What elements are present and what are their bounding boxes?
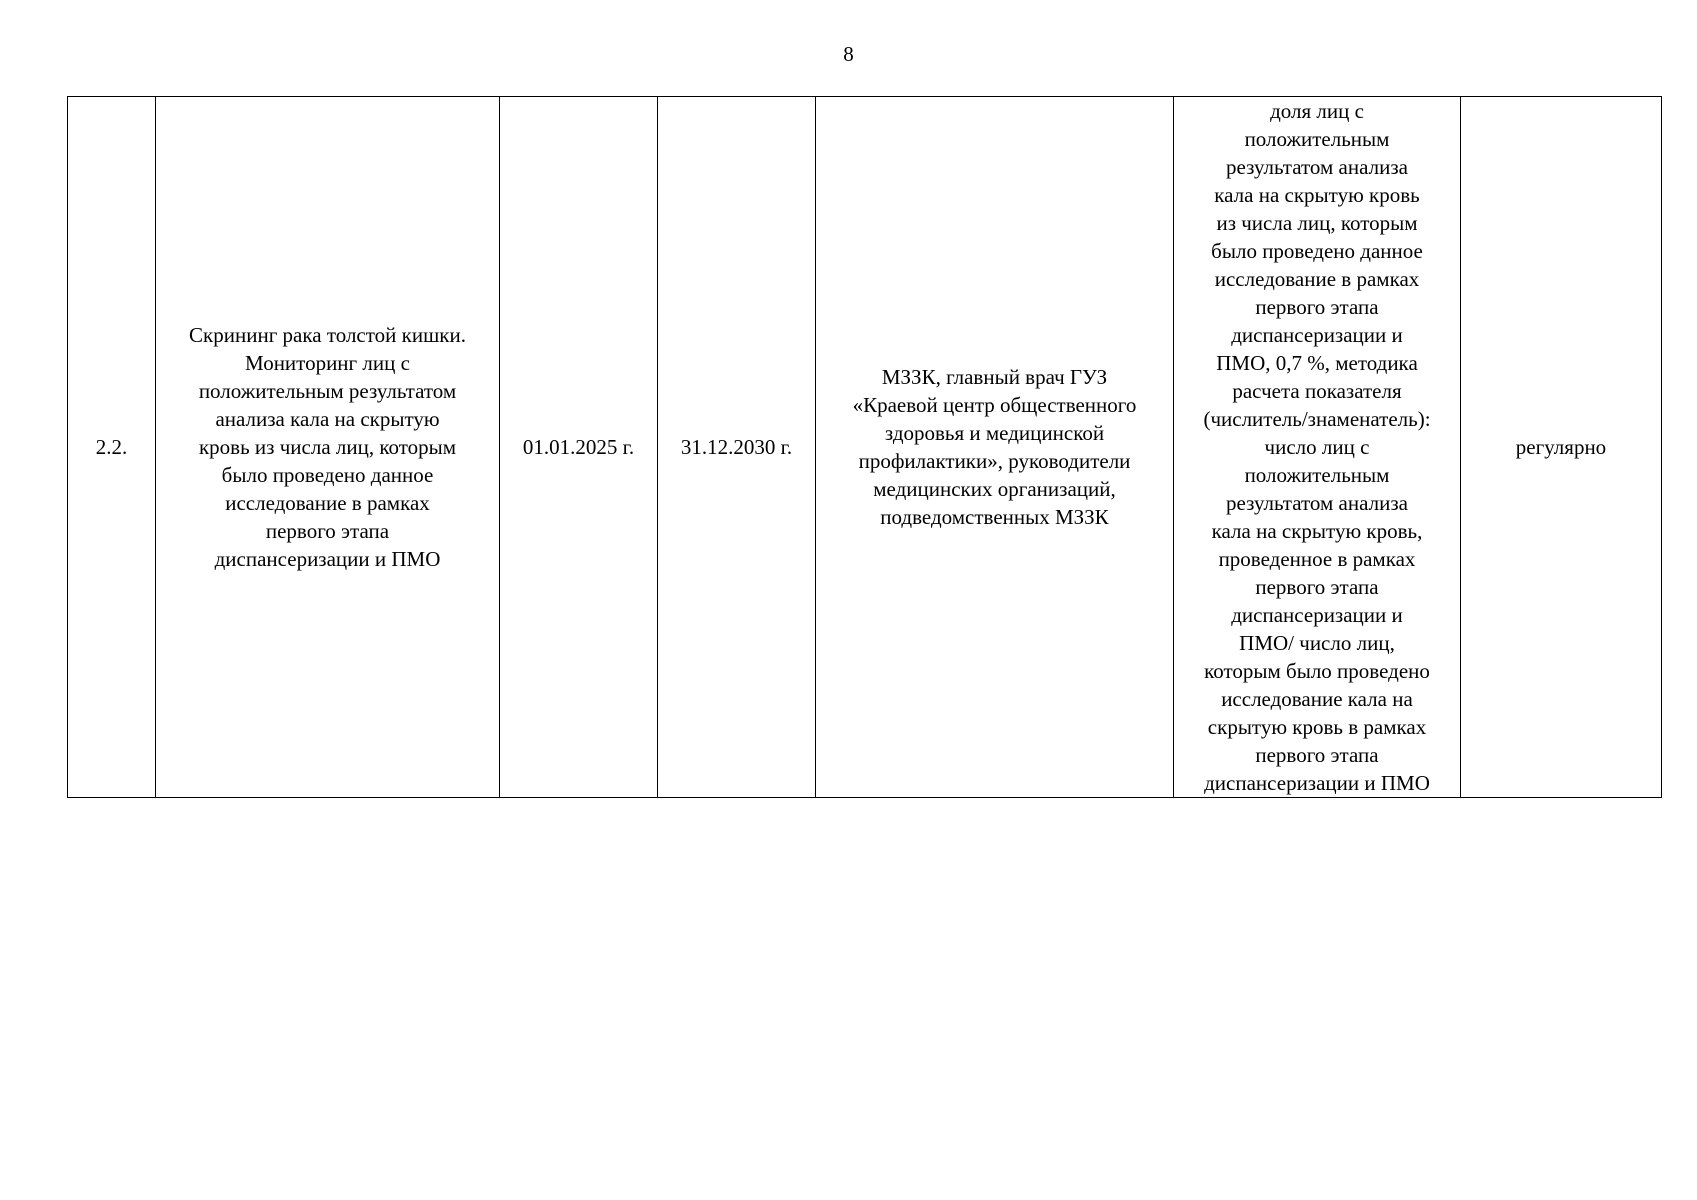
responsible-text: МЗЗК, главный врач ГУЗ «Краевой центр общественного здоровья и медицинской профилактики», руководители медицинских организаций, подведомственных МЗЗК [852, 365, 1137, 529]
start-date: 01.01.2025 г. [522, 435, 635, 459]
responsible-cell [816, 97, 1174, 798]
end-date: 31.12.2030 г. [680, 435, 793, 459]
frequency-text: регулярно [1515, 435, 1607, 459]
start-date-cell [500, 97, 658, 798]
table-row [68, 97, 1662, 798]
indicator-cell [1174, 97, 1461, 798]
end-date-cell [658, 97, 816, 798]
page-number: 8 [843, 42, 854, 66]
row-number: 2.2. [95, 435, 128, 459]
frequency-cell [1461, 97, 1662, 798]
activity-cell [156, 97, 500, 798]
indicator-text: доля лиц с положительным результатом анализа кала на скрытую кровь из числа лиц, которым было проведено данное исследование в рамках первого этапа диспансеризации и ПМО, 0,7 %, методика расчета показателя (числитель/знаменатель): число лиц с положительным результатом анализа кала на скрытую кровь, проведенное в рамках первого этапа диспансеризации и ПМО/ число лиц, которым было проведено исследование кала на скрытую кровь в рамках первого этапа диспансеризации и ПМО [1203, 99, 1431, 795]
activity-text: Скрининг рака толстой кишки. Мониторинг лиц с положительным результатом анализа кала на скрытую кровь из числа лиц, которым было проведено данное исследование в рамках первого этапа диспансеризации и ПМО [189, 323, 466, 571]
action-plan-table [67, 96, 1662, 798]
row-number-cell [68, 97, 156, 798]
